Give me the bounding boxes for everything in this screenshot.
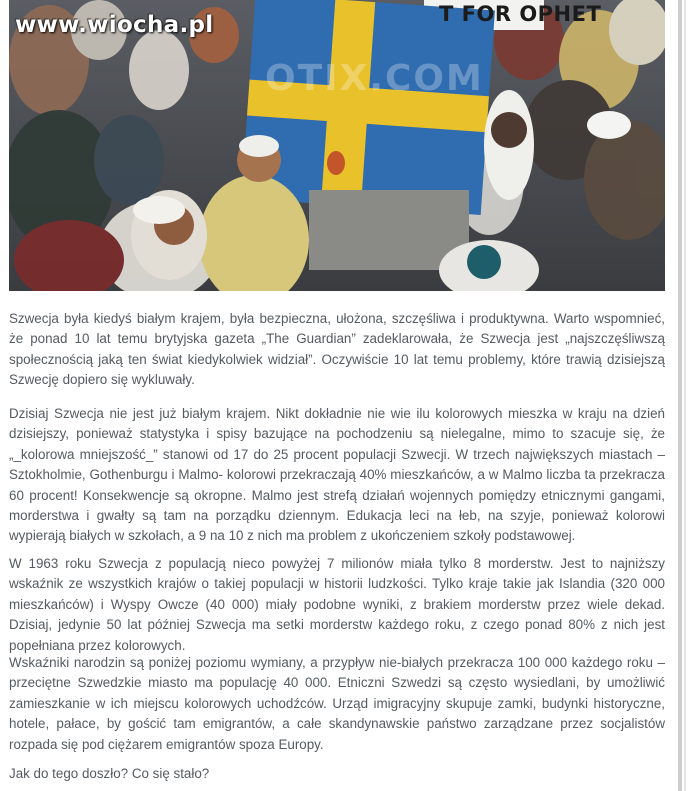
article-paragraph: Szwecja była kiedyś białym krajem, była bezpieczna, ułożona, szczęśliwa i produktywna. Warto wspomnieć, że ponad 10 lat temu brytyjska gazeta „The Guardian” zadeklarowała, że Szwecja jest „najszczęśliwszą społecznością jaką ten świat kiedykolwiek widział”. Oczywiście 10 lat temu problemy, które trawią dzisiejszą Szwecję dopiero się wykluwały. [9, 311, 665, 388]
article-paragraph: Jak do tego doszło? Co się stało? [9, 766, 210, 781]
page-border [678, 0, 682, 791]
article-photo [9, 0, 665, 291]
article-paragraph: Dzisiaj Szwecja nie jest już białym krajem. Nikt dokładnie nie wie ilu kolorowych mieszka w kraju na dzień dzisiejszy, ponieważ statystyka i spisy bazujące na pochodzeniu są nielegalne, mimo to szacuje się, że „_kolorowa mniejszość_” stanowi od 17 do 25 procent populacji Szwecji. W trzech największych miastach – Sztokholmie, Gothenburgu i Malmo- kolorowi przekraczają 40% mieszkańców, a w Malmo liczba ta przekracza 60 procent! Konsekwencje są okropne. Malmo jest strefą działań wojennych pomiędzy etnicznymi gangami, morderstwa i gwałty są tam na porządku dziennym. Edukacja leci na łeb, na szyje, ponieważ kolorowi wypierają białych w szkołach, a 9 na 10 z nich ma problem z ukończeniem szkoły podstawowej. [9, 406, 665, 544]
faint-watermark: OTIX.COM [265, 58, 484, 99]
site-watermark: www.wiocha.pl [15, 12, 214, 38]
article-paragraph: W 1963 roku Szwecja z populacją nieco powyżej 7 milionów miała tylko 8 morderstw. Jest to najniższy wskaźnik ze wszystkich krajów o takiej populacji w historii ludzkości. Tylko kraje takie jak Islandia (320 000 mieszkańców) i Wyspy Owcze (40 000) miały podobne wyniki, z brakiem morderstw przez wiele dekad. Dzisiaj, jedynie 50 lat później Szwecja ma setki morderstw każdego roku, z czego ponad 80% z nich jest popełniana przez kolorowych. [9, 556, 665, 653]
page-border-inner [684, 0, 686, 791]
protest-sign-text: T FOR OPHET [439, 2, 602, 26]
article-paragraph: Wskaźniki narodzin są poniżej poziomu wymiany, a przypływ nie-białych przekracza 100 000 każdego roku – przeciętne Szwedzkie miasto ma populację 40 000. Etniczni Szwedzi są często wysiedlani, by umożliwić zamieszkanie w ich miejscu kolorowych uchodźców. Urząd imigracyjny skupuje zamki, budynki historyczne, hotele, pałace, by gościć tam emigrantów, a całe skandynawskie państwo zarządzane przez socjalistów rozpada się pod ciężarem emigrantów spoza Europy. [9, 655, 665, 752]
protest-photo-illustration [9, 0, 665, 291]
